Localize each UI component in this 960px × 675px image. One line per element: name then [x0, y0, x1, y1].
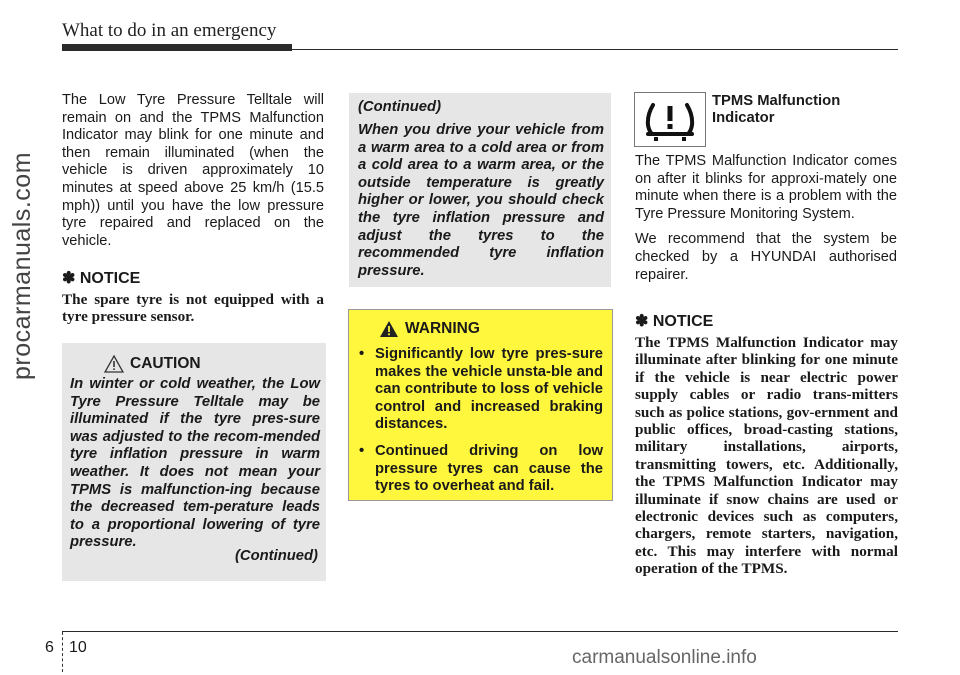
notice-text: The TPMS Malfunction Indicator may illuminate after blinking for one minute if the vehicle is near electric power supply cables or radio trans-mitters such as police stations, gov-ernment and public offices, broad-casting stations, military installations, airports, transmitting towers, etc. Additionally, the TPMS Malfunction Indicator may illuminate if snow chains are used or electronic devices such as computers, chargers, remote starters, navigation, etc. This may interfere with normal operation of the TPMS. — [635, 334, 898, 578]
watermark-bottom: carmanualsonline.info — [572, 647, 757, 668]
notice-mark-icon: ✽ — [62, 270, 76, 287]
warning-item: • Significantly low tyre pres-sure makes the vehicle unsta-ble and can contribute to loss of vehicle control and increased braking distances. — [359, 346, 603, 433]
section-title: What to do in an emergency — [62, 20, 277, 41]
col1-notice — [62, 268, 324, 326]
page-number: 10 — [69, 639, 87, 656]
caution-continued: (Continued) — [234, 548, 318, 564]
notice-heading — [62, 268, 324, 288]
caution-box — [62, 343, 326, 581]
col1-paragraph — [62, 92, 324, 258]
continued-box — [349, 93, 611, 287]
col3-para1: The TPMS Malfunction Indicator comes on after it blinks for approxi-mately one minute when there is a problem with the Tyre Pressure Monitoring System. — [635, 153, 897, 222]
caution-text: In winter or cold weather, the Low Tyre Pressure Telltale may be illuminated if the tyre pres-sure was adjusted to the recom-mended tyre inflation pressure in warm weather. It does not mean your TPMS is malfunction-ing because the decreased tem-perature leads to a proportional lowering of tyre pressure. — [70, 376, 320, 551]
notice-title: NOTICE — [652, 313, 714, 330]
col3-para2: We recommend that the system be checked by a HYUNDAI authorised repairer. — [635, 231, 897, 283]
notice-text: The spare tyre is not equipped with a tyre pressure sensor. — [62, 291, 324, 326]
caution-heading — [104, 355, 201, 373]
watermark-left: procarmanuals.com — [8, 151, 36, 380]
caution-triangle-icon — [104, 355, 124, 373]
warning-item: • Continued driving on low pressure tyres can cause the tyres to overheat and fail. — [359, 442, 603, 495]
header-bar — [62, 44, 292, 51]
col3-notice — [635, 311, 898, 578]
footer-divider — [62, 632, 63, 672]
continued-label: (Continued) — [358, 99, 442, 115]
notice-heading — [635, 311, 898, 331]
notice-mark-icon: ✽ — [635, 313, 649, 330]
caution-title: CAUTION — [130, 355, 201, 372]
warning-triangle-icon — [379, 320, 399, 338]
warning-title: WARNING — [405, 320, 480, 337]
header-rule — [292, 49, 898, 50]
continued-text: When you drive your vehicle from a warm area to a cold area or from a cold area to a warm area, or the outside temperature is greatly higher or lower, you should check the tyre inflation pressure and adjust the tyres to the recommended tyre inflation pressure. — [358, 122, 604, 279]
footer-rule — [62, 631, 898, 632]
col3-paragraphs — [635, 153, 897, 292]
warning-list — [359, 346, 603, 505]
tpms-malfunction-icon — [634, 92, 706, 147]
warning-box — [348, 309, 613, 501]
col1-para-text: The Low Tyre Pressure Telltale will remain on and the TPMS Malfunction Indicator may blink for one minute and then remain illuminated (when the vehicle is driven approximately 10 minutes at speed above 25 km/h (15.5 mph)) until you have the low pressure tyre repaired and replaced on the vehicle. — [62, 92, 324, 249]
tpms-heading: TPMS Malfunction Indicator — [712, 93, 841, 126]
notice-title: NOTICE — [79, 270, 141, 287]
section-number: 6 — [45, 639, 54, 656]
warning-heading — [379, 320, 480, 338]
